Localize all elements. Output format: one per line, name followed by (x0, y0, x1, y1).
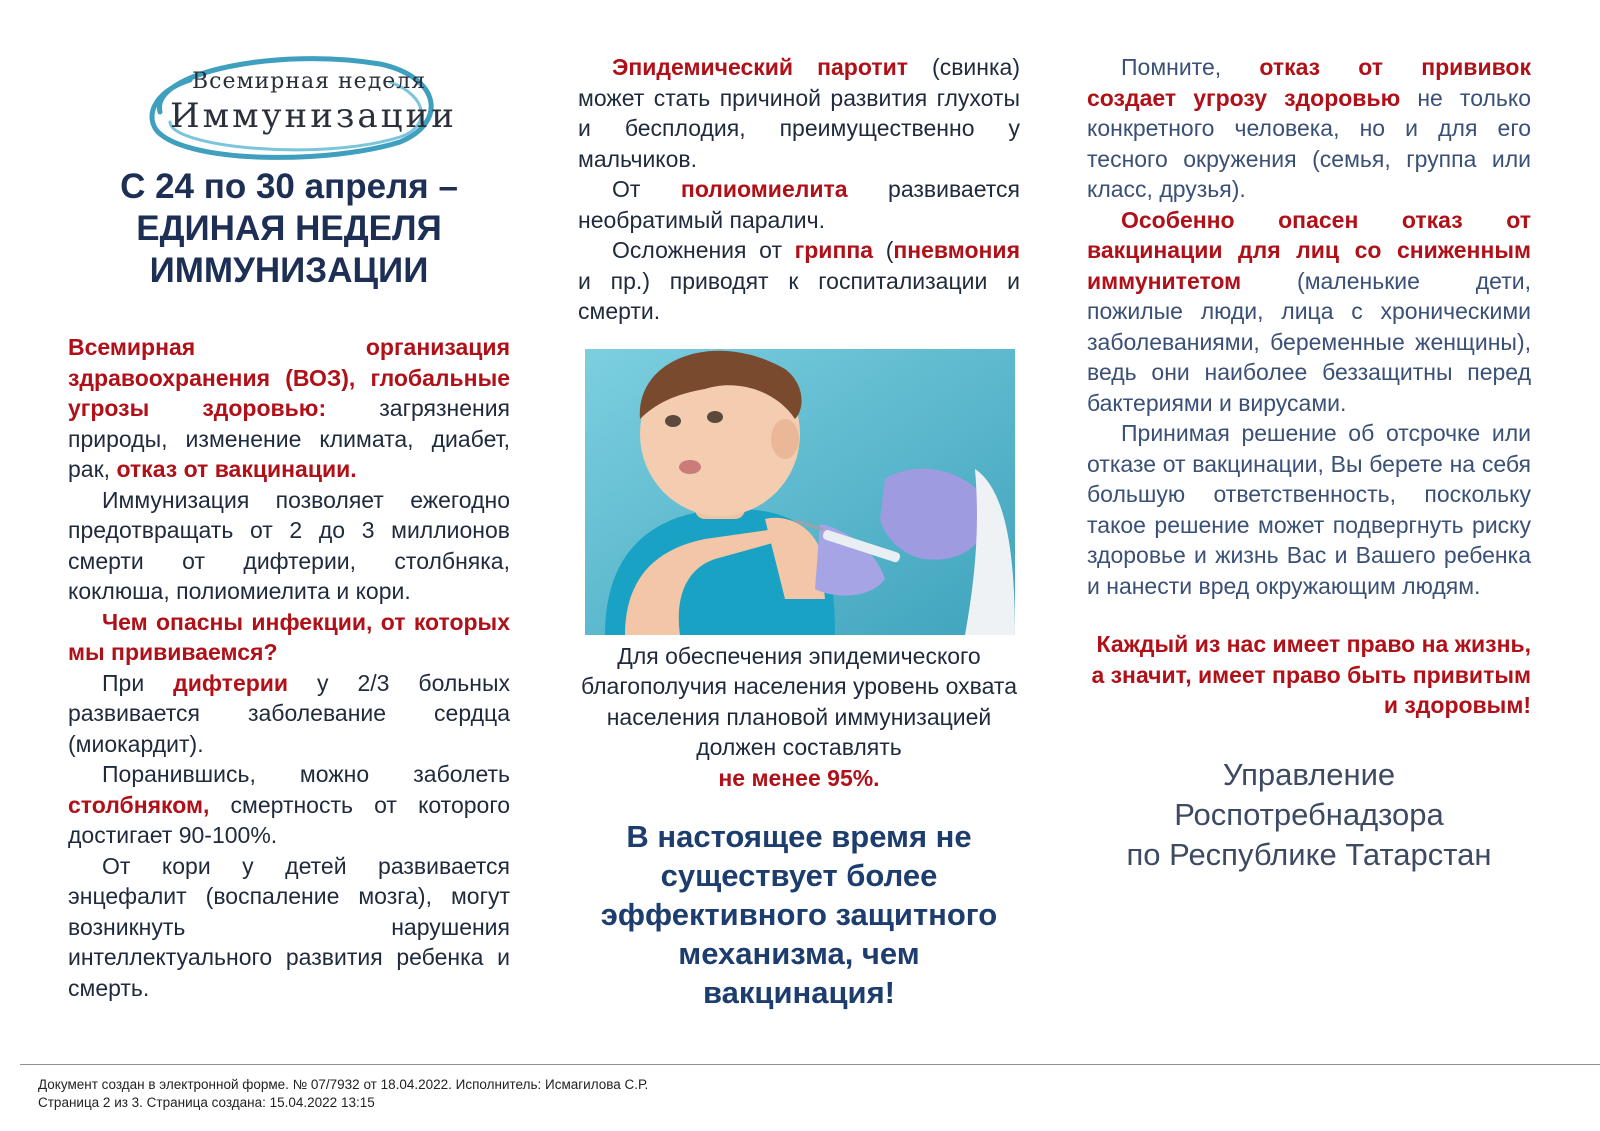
polio-a: От (612, 176, 681, 202)
flu-b: ( (873, 237, 894, 263)
org-line2: Роспотребнадзора (1174, 796, 1444, 832)
pneumonia-red: пневмония (893, 237, 1020, 263)
immunization-paragraph: Иммунизация позволяет ежегодно предотвращать от 2 до 3 миллионов смерти от дифтерии, столбняка, коклюша, полиомиелита и кори. (68, 486, 510, 604)
mumps-text: (свинка) может стать причиной развития глухоты и бесплодия, преимущественно у мальчиков. (578, 54, 1020, 172)
immunization-week-logo (130, 52, 457, 162)
right-to-health-motto: Каждый из нас имеет право на жизнь, а значит, имеет право быть привитым и здоровым! (1091, 631, 1531, 718)
refusal-b: не только конкретного человека, но и для его тесного окружения (семья, группа или класс, друзья). (1087, 84, 1531, 202)
flu-paragraph (578, 235, 1020, 327)
tetanus-red: столбняком, (68, 791, 210, 818)
infections-question: Чем опасны инфекции, от которых мы прививаемся? (68, 608, 510, 665)
vaccination-illustration (585, 349, 1015, 635)
org-line3: по Республике Татарстан (1126, 836, 1492, 872)
page-title: С 24 по 30 апреля – ЕДИНАЯ НЕДЕЛЯ ИММУНИЗАЦИИ (120, 167, 458, 290)
polio-b: развивается необратимый паралич. (578, 176, 1020, 233)
left-column (68, 52, 510, 1003)
polio-red: полиомиелита (680, 176, 848, 202)
middle-column (578, 52, 1020, 1012)
footer-line1: Документ создан в электронной форме. № 07/7932 от 18.04.2022. Исполнитель: Исмагилова С.Р. (38, 1077, 649, 1092)
refusal-red: отказ от прививок создает угрозу здоровью (1087, 54, 1531, 111)
flu-red: гриппа (794, 237, 874, 263)
flu-a: Осложнения от (612, 237, 795, 263)
footer-line2: Страница 2 из 3. Страница создана: 15.04.2022 13:15 (38, 1095, 375, 1110)
logo-text-line1: Всемирная неделя (192, 69, 427, 94)
who-block (68, 332, 510, 485)
tetanus-paragraph (68, 759, 510, 851)
diphtheria-b: у 2/3 больных развивается заболевание сердца (миокардит). (68, 669, 510, 757)
who-end: . (350, 456, 357, 482)
refusal-a: Помните, (1121, 54, 1260, 80)
document-footer (38, 1076, 648, 1112)
diphtheria-a: При (102, 669, 174, 696)
caption-red: не менее 95%. (718, 764, 880, 791)
mumps-paragraph (578, 52, 1020, 174)
who-heading: Всемирная организация здравоохранения (ВОЗ), глобальные угрозы здоровью: (68, 334, 510, 421)
measles-paragraph: От кори у детей развивается энцефалит (воспаление мозга), могут возникнуть нарушения интеллектуального развития ребенка и смерть. (68, 852, 510, 1001)
tetanus-b: смертность от которого достигает 90-100%. (68, 791, 510, 848)
immunocompromised-red: Особенно опасен отказ от вакцинации для лиц со сниженным иммунитетом (1087, 206, 1531, 294)
footer-divider (20, 1064, 1600, 1065)
immunocompromised-paragraph (1087, 205, 1531, 419)
org-line1: Управление (1222, 756, 1396, 792)
coverage-caption (578, 641, 1020, 794)
polio-paragraph (578, 174, 1020, 235)
organization-signature (1087, 755, 1531, 875)
mumps-red: Эпидемический паротит (612, 54, 908, 80)
diphtheria-paragraph (68, 668, 510, 760)
child-vaccination-photo (585, 349, 1015, 635)
immunocompromised-b: (маленькие дети, пожилые люди, лица с хроническими заболеваниями, беременные женщины), ведь они наиболее беззащитны перед бактериями и вирусами. (1087, 267, 1531, 416)
flu-c: и пр.) приводят к госпитализации и смерти. (578, 267, 1020, 324)
tetanus-a: Поранившись, можно заболеть (102, 761, 510, 787)
vaccination-slogan: В настоящее время не существует более эффективного защитного механизма, чем вакцинация! (600, 819, 998, 1010)
refusal-paragraph (1087, 52, 1531, 205)
responsibility-paragraph: Принимая решение об отсрочке или отказе от вакцинации, Вы берете на себя большую ответственность, поскольку такое решение может подвергнуть риску здоровье и жизнь Вас и Вашего ребенка и нанести вред окружающим людям. (1087, 420, 1531, 599)
who-text: загрязнения природы, изменение климата, диабет, рак, (68, 395, 510, 482)
logo-text-line2: Иммунизации (170, 96, 457, 136)
right-column (1087, 52, 1531, 875)
diphtheria-red: дифтерии (173, 669, 289, 696)
who-red-text: отказ от вакцинации (116, 456, 351, 482)
caption-text: Для обеспечения эпидемического благополучия населения уровень охвата населения плановой иммунизацией должен составлять (581, 642, 1017, 760)
